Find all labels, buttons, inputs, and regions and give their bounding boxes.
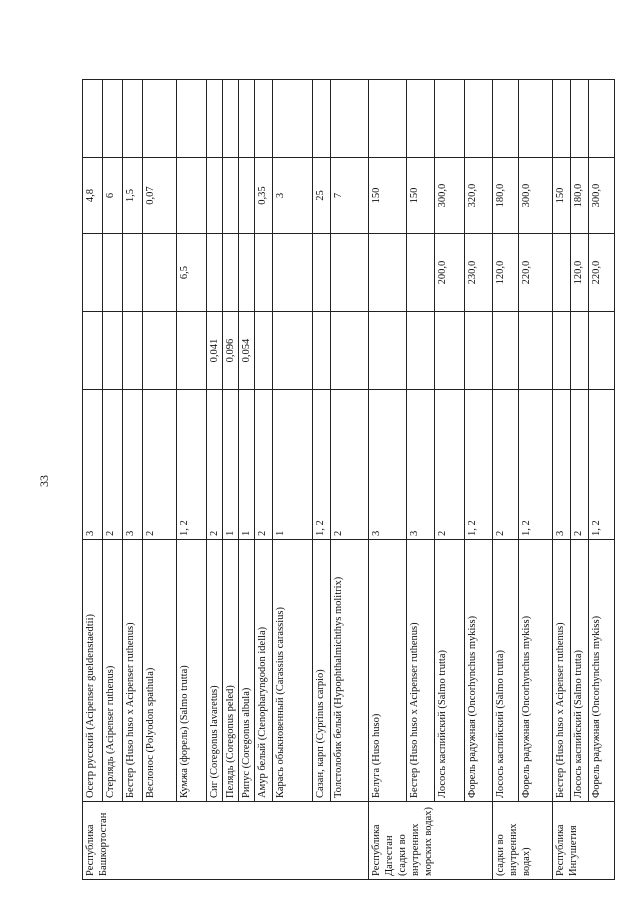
category-cell: 2 [255, 390, 273, 540]
table-row [553, 80, 571, 880]
value-cell [83, 80, 103, 158]
table-row [369, 80, 407, 880]
value-cell [331, 234, 369, 312]
value-cell [207, 80, 223, 158]
table-row [589, 80, 615, 880]
species-cell: Амур белый (Ctenopharyngodon idella) [255, 540, 273, 802]
value-cell: 0,054 [239, 312, 255, 390]
value-cell: 200,0 [435, 234, 465, 312]
species-cell: Кумжа (форель) (Salmo trutta) [177, 540, 207, 802]
value-cell [407, 312, 435, 390]
value-cell [239, 158, 255, 234]
category-cell: 1 [223, 390, 239, 540]
region-cell: Республика Дагестан (садки во внутренних морских водах) [369, 802, 493, 880]
value-cell [331, 80, 369, 158]
value-cell [369, 80, 407, 158]
species-cell: Веслонос (Polyodon spathula) [143, 540, 177, 802]
species-cell: Сазан, карп (Cyprinus carpio) [313, 540, 331, 802]
value-cell: 3 [273, 158, 313, 234]
table-row [313, 80, 331, 880]
category-cell: 2 [435, 390, 465, 540]
table-row [407, 80, 435, 880]
table-row [331, 80, 369, 880]
category-cell: 3 [369, 390, 407, 540]
value-cell [553, 312, 571, 390]
value-cell [273, 312, 313, 390]
value-cell: 300,0 [589, 158, 615, 234]
value-cell: 230,0 [465, 234, 493, 312]
value-cell [223, 234, 239, 312]
value-cell [143, 80, 177, 158]
species-cell: Рипус (Coregonus albula) [239, 540, 255, 802]
value-cell [143, 234, 177, 312]
species-cell: Бестер (Huso huso x Acipenser ruthenus) [123, 540, 143, 802]
value-cell [177, 80, 207, 158]
value-cell [435, 80, 465, 158]
value-cell: 7 [331, 158, 369, 234]
value-cell: 1,5 [123, 158, 143, 234]
value-cell: 220,0 [589, 234, 615, 312]
value-cell [571, 80, 589, 158]
value-cell: 150 [369, 158, 407, 234]
category-cell: 3 [553, 390, 571, 540]
value-cell: 0,041 [207, 312, 223, 390]
table-row [223, 80, 239, 880]
category-cell: 1 [273, 390, 313, 540]
region-cell: Республика Ингушетия [553, 802, 615, 880]
value-cell [239, 234, 255, 312]
table-row [83, 80, 103, 880]
value-cell [143, 312, 177, 390]
value-cell: 0,096 [223, 312, 239, 390]
category-cell: 2 [103, 390, 123, 540]
value-cell [313, 234, 331, 312]
species-cell: Бестер (Huso huso x Acipenser ruthenus) [553, 540, 571, 802]
value-cell [407, 80, 435, 158]
rotated-page-content [82, 80, 612, 880]
value-cell [273, 80, 313, 158]
table-row [123, 80, 143, 880]
value-cell [177, 158, 207, 234]
value-cell: 0,07 [143, 158, 177, 234]
category-cell: 1, 2 [177, 390, 207, 540]
value-cell [571, 312, 589, 390]
value-cell [553, 234, 571, 312]
value-cell [331, 312, 369, 390]
value-cell [255, 234, 273, 312]
table-row [207, 80, 223, 880]
value-cell: 4,8 [83, 158, 103, 234]
value-cell: 6 [103, 158, 123, 234]
species-cell: Белуга (Huso huso) [369, 540, 407, 802]
value-cell [493, 80, 519, 158]
value-cell [123, 80, 143, 158]
value-cell: 150 [407, 158, 435, 234]
table-row [571, 80, 589, 880]
value-cell: 180,0 [493, 158, 519, 234]
value-cell: 300,0 [435, 158, 465, 234]
value-cell [465, 80, 493, 158]
value-cell [177, 312, 207, 390]
value-cell [223, 158, 239, 234]
value-cell [103, 312, 123, 390]
value-cell: 320,0 [465, 158, 493, 234]
value-cell [435, 312, 465, 390]
value-cell [313, 312, 331, 390]
species-cell: Форель радужная (Oncorhynchus mykiss) [589, 540, 615, 802]
value-cell: 120,0 [493, 234, 519, 312]
value-cell [465, 312, 493, 390]
species-cell: Пелядь (Coregonus peled) [223, 540, 239, 802]
value-cell [519, 312, 553, 390]
species-cell: Бестер (Huso huso x Acipenser ruthenus) [407, 540, 435, 802]
species-cell: Форель радужная (Oncorhynchus mykiss) [465, 540, 493, 802]
value-cell [589, 312, 615, 390]
value-cell [369, 312, 407, 390]
value-cell [83, 234, 103, 312]
value-cell [239, 80, 255, 158]
species-cell: Толстолобик белый (Hypophthalmichthys molitrix) [331, 540, 369, 802]
value-cell [123, 312, 143, 390]
value-cell [407, 234, 435, 312]
table-row [239, 80, 255, 880]
category-cell: 1, 2 [519, 390, 553, 540]
species-cell: Форель радужная (Oncorhynchus mykiss) [519, 540, 553, 802]
category-cell: 3 [83, 390, 103, 540]
category-cell: 1, 2 [313, 390, 331, 540]
value-cell: 25 [313, 158, 331, 234]
value-cell: 150 [553, 158, 571, 234]
species-cell: Карась обыкновенный (Carassius carassius) [273, 540, 313, 802]
value-cell [273, 234, 313, 312]
value-cell [103, 234, 123, 312]
category-cell: 1 [239, 390, 255, 540]
table-row [177, 80, 207, 880]
category-cell: 3 [123, 390, 143, 540]
species-cell: Осетр русский (Acipenser gueldenstaedtii) [83, 540, 103, 802]
table-row [255, 80, 273, 880]
aquaculture-table [82, 79, 615, 880]
value-cell [223, 80, 239, 158]
table-row [519, 80, 553, 880]
value-cell [123, 234, 143, 312]
value-cell [207, 234, 223, 312]
value-cell [103, 80, 123, 158]
value-cell [519, 80, 553, 158]
table-row [493, 80, 519, 880]
value-cell [207, 158, 223, 234]
value-cell: 120,0 [571, 234, 589, 312]
value-cell [493, 312, 519, 390]
value-cell: 6,5 [177, 234, 207, 312]
table-row [435, 80, 465, 880]
region-cell: (садки во внутренних водах) [493, 802, 553, 880]
value-cell: 220,0 [519, 234, 553, 312]
value-cell: 300,0 [519, 158, 553, 234]
category-cell: 2 [571, 390, 589, 540]
value-cell: 0,35 [255, 158, 273, 234]
table-row [273, 80, 313, 880]
category-cell: 2 [207, 390, 223, 540]
table-row [143, 80, 177, 880]
species-cell: Стерлядь (Acipenser ruthenus) [103, 540, 123, 802]
value-cell: 180,0 [571, 158, 589, 234]
page-number: 33 [37, 475, 51, 487]
category-cell: 2 [143, 390, 177, 540]
value-cell [83, 312, 103, 390]
category-cell: 3 [407, 390, 435, 540]
value-cell [553, 80, 571, 158]
species-cell: Лосось каспийский (Salmo trutta) [571, 540, 589, 802]
species-cell: Лосось каспийский (Salmo trutta) [435, 540, 465, 802]
species-cell: Сиг (Coregonus lavaretus) [207, 540, 223, 802]
region-cell: Республика Башкортостан [83, 802, 369, 880]
value-cell [313, 80, 331, 158]
category-cell: 1, 2 [465, 390, 493, 540]
species-cell: Лосось каспийский (Salmo trutta) [493, 540, 519, 802]
value-cell [369, 234, 407, 312]
table-row [103, 80, 123, 880]
category-cell: 2 [331, 390, 369, 540]
category-cell: 1, 2 [589, 390, 615, 540]
value-cell [589, 80, 615, 158]
category-cell: 2 [493, 390, 519, 540]
value-cell [255, 80, 273, 158]
value-cell [255, 312, 273, 390]
table-row [465, 80, 493, 880]
